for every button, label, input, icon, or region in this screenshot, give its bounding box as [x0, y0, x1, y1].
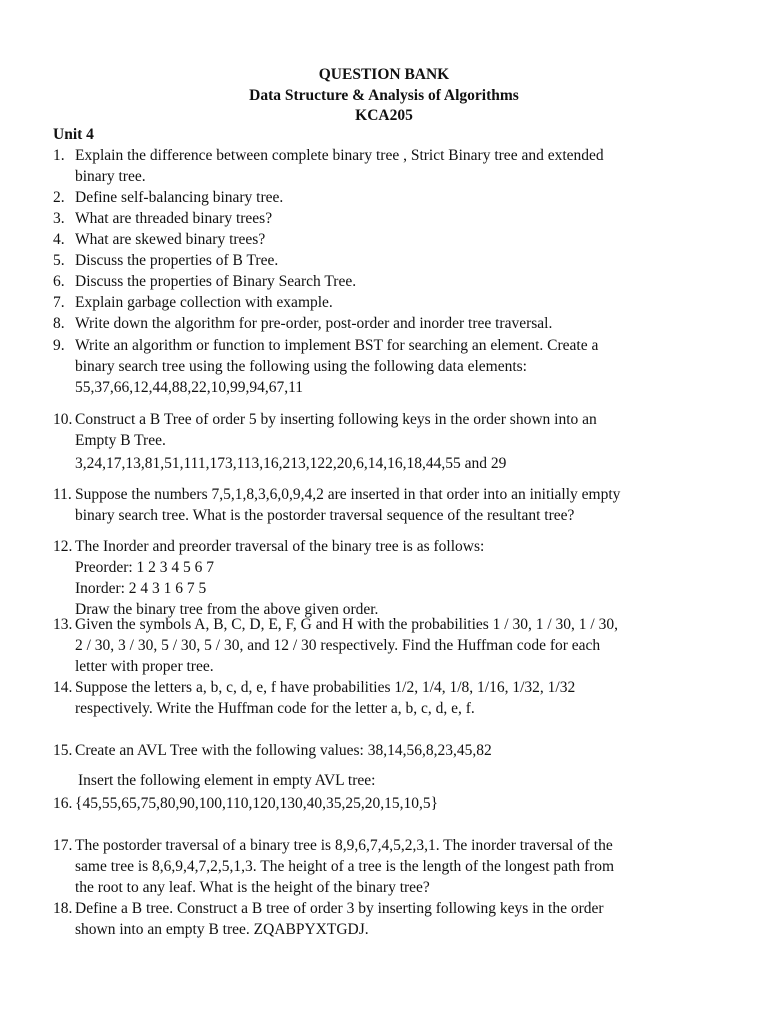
- question-number: 6.: [53, 273, 65, 290]
- question-number: 3.: [53, 210, 65, 227]
- question-line: Inorder: 2 4 3 1 6 7 5: [75, 580, 207, 597]
- question-number: 4.: [53, 231, 65, 248]
- question-text: [75, 677, 715, 719]
- question-text: [75, 484, 715, 526]
- question-text: [75, 835, 715, 898]
- question-number: 18.: [53, 900, 73, 917]
- question-line: What are skewed binary trees?: [75, 231, 266, 248]
- question-line: shown into an empty B tree. ZQABPYXTGDJ.: [75, 921, 369, 938]
- question-number: 13.: [53, 616, 73, 633]
- question-number: 14.: [53, 679, 73, 696]
- question-text: [75, 208, 715, 229]
- question-text: [75, 292, 715, 313]
- question-number: 9.: [53, 337, 65, 354]
- doc-course-code: KCA205: [355, 107, 413, 124]
- question-line: Explain the difference between complete binary tree , Strict Binary tree and extended: [75, 147, 604, 164]
- question-text: [75, 536, 715, 620]
- question-line: Discuss the properties of B Tree.: [75, 252, 279, 269]
- avl-insert-note: Insert the following element in empty AVL tree:: [78, 772, 376, 789]
- question-line: 55,37,66,12,44,88,22,10,99,94,67,11: [75, 379, 304, 396]
- question-number: 10.: [53, 411, 73, 428]
- question-text: [75, 409, 715, 474]
- question-text: [75, 250, 715, 271]
- question-number: 5.: [53, 252, 65, 269]
- question-text: [75, 614, 715, 677]
- question-line: Write an algorithm or function to implement BST for searching an element. Create a: [75, 337, 599, 354]
- question-text: [75, 740, 715, 761]
- question-line: The Inorder and preorder traversal of the binary tree is as follows:: [75, 538, 485, 555]
- question-text: [75, 187, 715, 208]
- question-line: The postorder traversal of a binary tree is 8,9,6,7,4,5,2,3,1. The inorder traversal of the: [75, 837, 613, 854]
- question-text: [75, 313, 715, 334]
- question-line: the root to any leaf. What is the height of the binary tree?: [75, 879, 430, 896]
- question-line: Suppose the numbers 7,5,1,8,3,6,0,9,4,2 are inserted in that order into an initially empty: [75, 486, 621, 503]
- unit-heading: Unit 4: [53, 126, 94, 143]
- question-line: Suppose the letters a, b, c, d, e, f have probabilities 1/2, 1/4, 1/8, 1/16, 1/32, 1/32: [75, 679, 576, 696]
- question-line: What are threaded binary trees?: [75, 210, 273, 227]
- question-line: letter with proper tree.: [75, 658, 214, 675]
- question-line: binary search tree using the following using the following data elements:: [75, 358, 527, 375]
- question-number: 11.: [53, 486, 72, 503]
- question-line: Write down the algorithm for pre-order, post-order and inorder tree traversal.: [75, 315, 553, 332]
- question-line: Explain garbage collection with example.: [75, 294, 333, 311]
- question-line: Create an AVL Tree with the following values: 38,14,56,8,23,45,82: [75, 742, 492, 759]
- question-number: 8.: [53, 315, 65, 332]
- question-number: 7.: [53, 294, 65, 311]
- question-text: [75, 145, 715, 187]
- doc-title: QUESTION BANK: [318, 66, 450, 83]
- question-number: 1.: [53, 147, 65, 164]
- question-line: 2 / 30, 3 / 30, 5 / 30, 5 / 30, and 12 / 30 respectively. Find the Huffman code for each: [75, 637, 601, 654]
- question-text: [75, 335, 715, 398]
- question-line: Given the symbols A, B, C, D, E, F, G and H with the probabilities 1 / 30, 1 / 30, 1 / 30,: [75, 616, 618, 633]
- question-number: 2.: [53, 189, 65, 206]
- question-line: Empty B Tree.: [75, 432, 166, 449]
- question-line: same tree is 8,6,9,4,7,2,5,1,3. The height of a tree is the length of the longest path from: [75, 858, 615, 875]
- question-text: [75, 793, 715, 814]
- question-line: {45,55,65,75,80,90,100,110,120,130,40,35,25,20,15,10,5}: [75, 795, 439, 812]
- question-line: 3,24,17,13,81,51,111,173,113,16,213,122,20,6,14,16,18,44,55 and 29: [75, 455, 507, 472]
- question-line: Draw the binary tree from the above given order.: [75, 601, 379, 618]
- question-number: 12.: [53, 538, 73, 555]
- question-line: Define a B tree. Construct a B tree of order 3 by inserting following keys in the order: [75, 900, 604, 917]
- question-line: binary tree.: [75, 168, 146, 185]
- question-number: 15.: [53, 742, 73, 759]
- question-text: [75, 898, 715, 940]
- question-number: 16.: [53, 795, 73, 812]
- question-line: respectively. Write the Huffman code for the letter a, b, c, d, e, f.: [75, 700, 475, 717]
- question-text: [75, 271, 715, 292]
- doc-subject: Data Structure & Analysis of Algorithms: [249, 87, 519, 104]
- question-text: [75, 229, 715, 250]
- question-line: Define self-balancing binary tree.: [75, 189, 284, 206]
- question-line: binary search tree. What is the postorder traversal sequence of the resultant tree?: [75, 507, 575, 524]
- question-number: 17.: [53, 837, 73, 854]
- question-line: Discuss the properties of Binary Search Tree.: [75, 273, 357, 290]
- question-line: Construct a B Tree of order 5 by inserting following keys in the order shown into an: [75, 411, 597, 428]
- question-line: Preorder: 1 2 3 4 5 6 7: [75, 559, 215, 576]
